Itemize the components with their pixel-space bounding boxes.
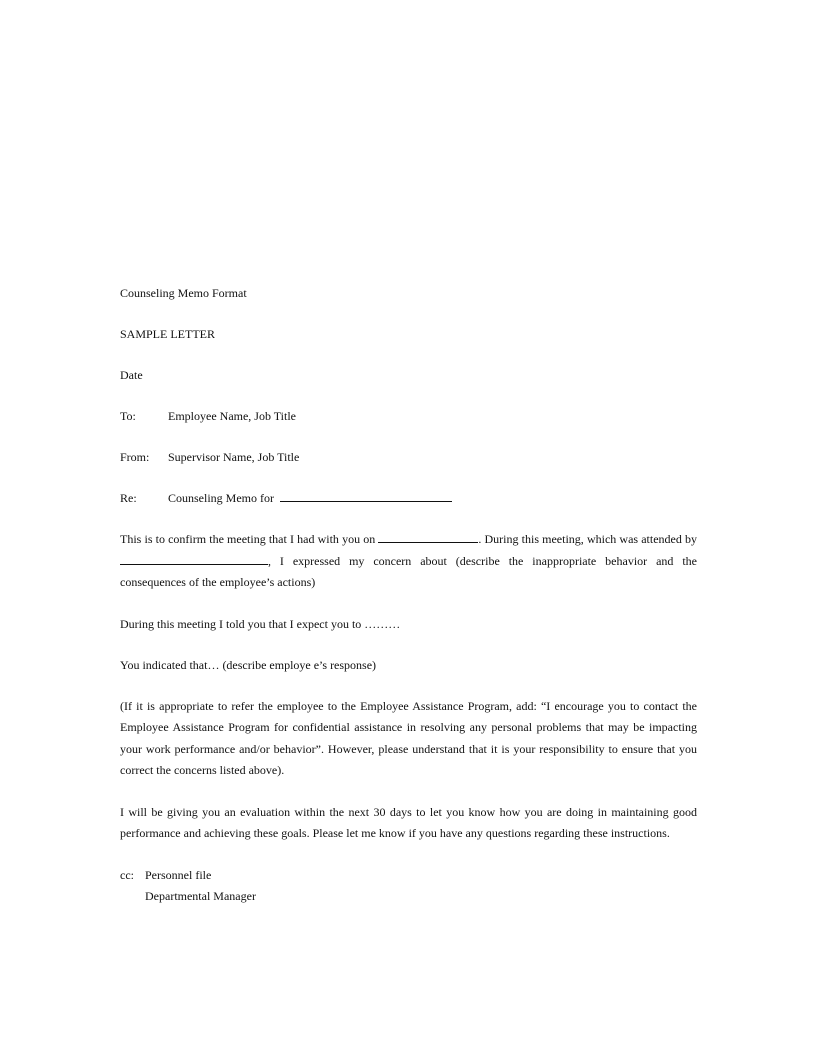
to-value: Employee Name, Job Title	[168, 409, 296, 423]
from-row	[120, 447, 697, 468]
expectation-paragraph: During this meeting I told you that I expect you to ………	[120, 616, 401, 631]
cc-row-2	[120, 886, 697, 907]
memo-page	[120, 283, 697, 907]
cc-row-1	[120, 865, 697, 886]
to-row	[120, 406, 697, 427]
from-value: Supervisor Name, Job Title	[168, 450, 300, 464]
cc-recipient: Personnel file	[145, 867, 212, 882]
re-blank-line	[280, 488, 452, 502]
para1-part1: This is to confirm the meeting that I had with you on	[120, 532, 376, 546]
sample-letter-label: SAMPLE LETTER	[120, 327, 215, 341]
re-label: Re:	[120, 491, 137, 505]
para1-part3: , I expressed my concern about (describe the inappropriate behavior and the consequences of the employee’s actions)	[120, 553, 697, 589]
response-paragraph: You indicated that… (describe employe e’s response)	[120, 657, 377, 672]
meeting-date-blank	[378, 529, 478, 543]
re-row	[120, 488, 697, 509]
date-field: Date	[120, 368, 143, 382]
cc-label: cc:	[120, 867, 134, 882]
evaluation-paragraph: I will be giving you an evaluation within the next 30 days to let you know how you are doing in maintaining good performance and achieving these goals. Please let me know if you have any questions regarding these instructions.	[120, 804, 697, 840]
cc-block	[120, 865, 697, 907]
to-label: To:	[120, 409, 136, 423]
document-title: Counseling Memo Format	[120, 286, 247, 300]
cc-recipient: Departmental Manager	[145, 888, 256, 903]
para1-part2: . During this meeting, which was attended by	[478, 532, 698, 546]
from-label: From:	[120, 450, 150, 464]
eap-paragraph: (If it is appropriate to refer the employee to the Employee Assistance Program, add: “I encourage you to contact the Employee Assistance Program for confidential assistance in resolving any personal problems that may be impacting your work performance and/or behavior”. However, please understand that it is your responsibility to ensure that you correct the concerns listed above).	[120, 698, 697, 777]
attendees-blank	[120, 551, 268, 565]
re-value: Counseling Memo for	[168, 491, 274, 505]
confirmation-paragraph	[120, 529, 697, 594]
